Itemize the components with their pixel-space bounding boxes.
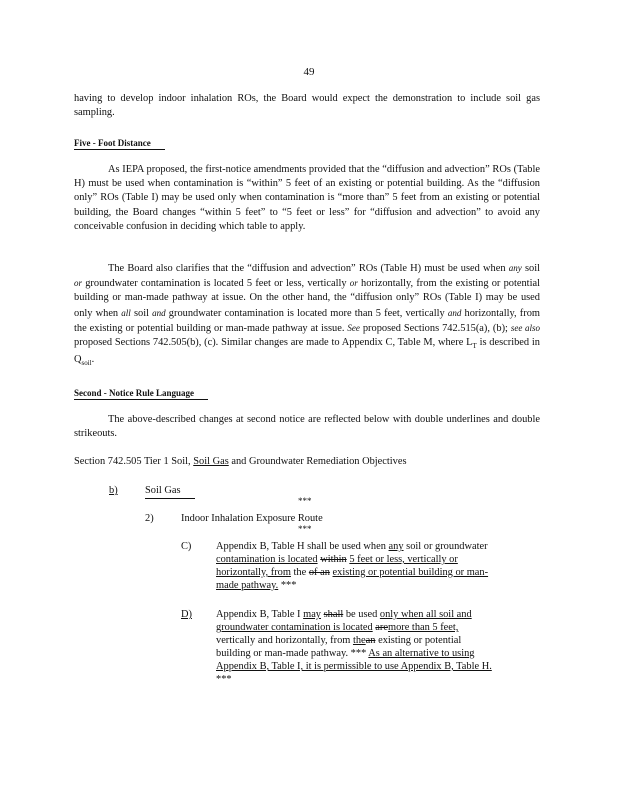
page-number: 49 <box>303 66 315 78</box>
intro-paragraph: having to develop indoor inhalation ROs, the Board would expect the demonstration to include soil gas sampling. <box>74 93 540 119</box>
board-clarifies-paragraph: The Board also clarifies that the “diffusion and advection” ROs (Table H) must be used when any soil or groundwater contamination is located 5 feet or less, vertically or horizontally, from the existing or potential building or man-made pathway at issue. On the other hand, the “diffusion only” ROs (Table I) may be used only when all soil and groundwater contamination is located more than 5 feet, vertically and horizontally, from the existing or potential building or man-made pathway at issue. See proposed Sections 742.515(a), (b); see also proposed Sections 742.505(b), (c). Similar changes are made to Appendix C, Table M, where $L_T$ is described in $Q_{soil}$. <box>74 263 541 368</box>
item-b-title: Soil Gas <box>145 484 195 499</box>
section-heading-742-505: Section 742.505 Tier 1 Soil, Soil Gas and Groundwater Remediation Objectives <box>74 456 407 467</box>
item-d-text: Appendix B, Table I may shall be used only when all soil and groundwater contamination is located aremore than 5 feet, vertically and horizontally, from thean existing or potential building or man-made pathway. *** As an alternative to using Appendix B, Table I, it is permissible to use Appendix B, Table H. *** <box>216 609 492 685</box>
heading-second-notice <box>74 387 208 400</box>
heading-five-foot-text: Five - Foot Distance <box>74 137 165 150</box>
iepa-paragraph: As IEPA proposed, the first-notice amendments provided that the “diffusion and advection” ROs (Table H) must be used when contamination is “within” 5 feet of an existing or potential building. As the “diffusion only” ROs (Table I) may be used only when contamination is “more than” 5 feet from an existing or potential building, the Board changes “within 5 feet” to “5 feet or less” for “diffusion and advection” to avoid any conceivable confusion in deciding which table to apply. <box>74 164 540 232</box>
changes-paragraph: The above-described changes at second notice are reflected below with double underlines and double strikeouts. <box>74 414 540 440</box>
item-2-title: Indoor Inhalation Exposure Route <box>181 513 323 524</box>
item-b-label: b) <box>109 485 118 496</box>
item-2-label: 2) <box>145 513 154 524</box>
stars-2: *** <box>298 524 312 534</box>
heading-five-foot-distance <box>74 137 165 150</box>
item-c-text: Appendix B, Table H shall be used when any soil or groundwater contamination is located within 5 feet or less, vertically or horizontally, from the of an existing or potential building or man- made pathway. *** <box>216 541 489 591</box>
heading-second-notice-text: Second - Notice Rule Language <box>74 387 208 400</box>
stars-1: *** <box>298 496 312 506</box>
item-c-label: C) <box>181 541 192 552</box>
item-d-label: D) <box>181 609 192 620</box>
